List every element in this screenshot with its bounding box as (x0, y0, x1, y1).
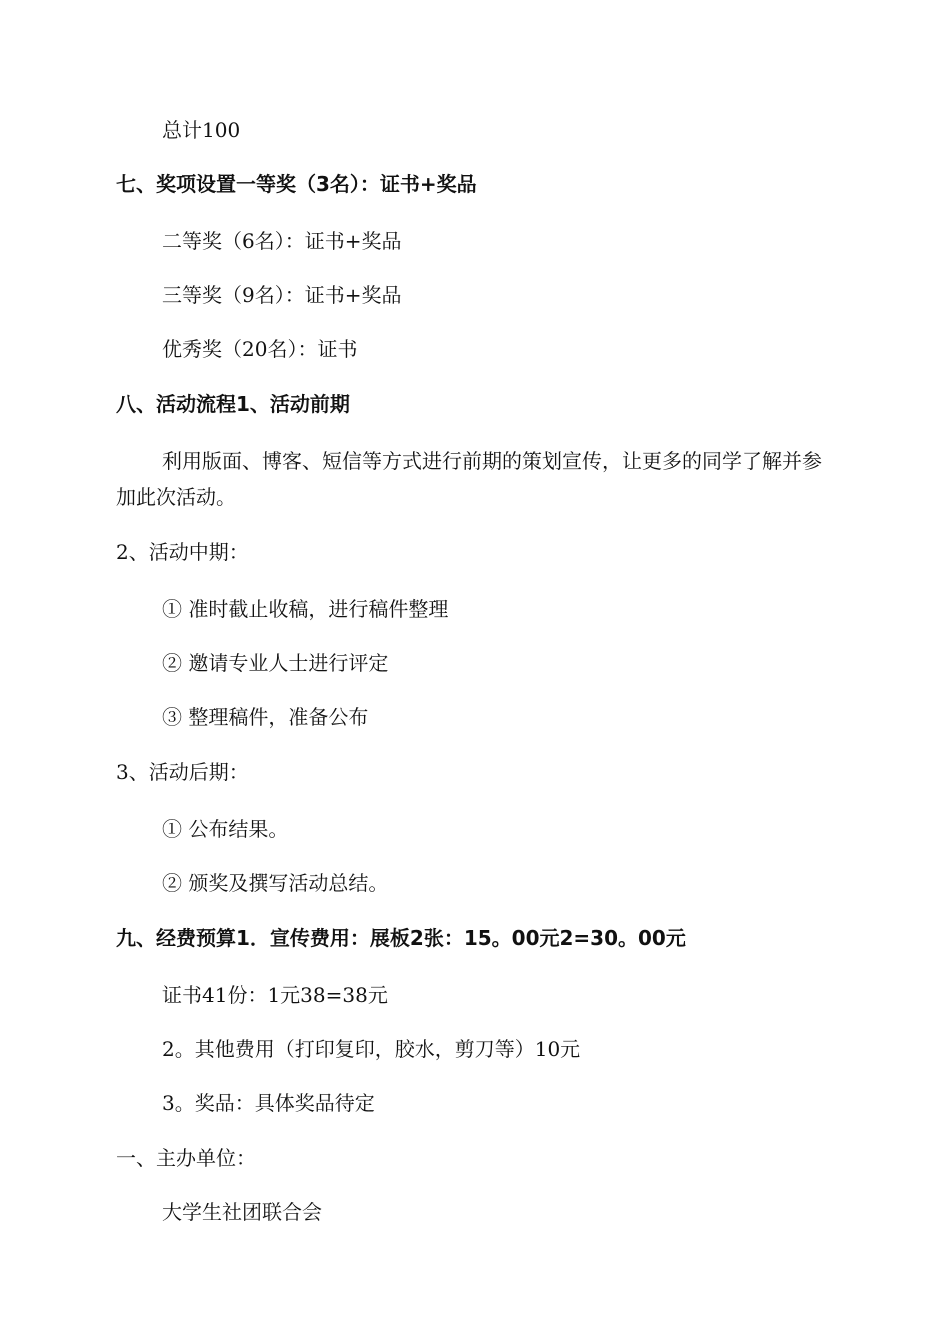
late-phase-item-1: ① 公布结果。 (162, 817, 289, 841)
prize-cost-line: 3。奖品：具体奖品待定 (162, 1091, 375, 1115)
other-cost-line: 2。其他费用（打印复印，胶水，剪刀等）10元 (162, 1037, 581, 1061)
mid-phase-item-1: ① 准时截止收稿，进行稿件整理 (162, 597, 449, 621)
section-7-heading: 七、奖项设置一等奖（3名）：证书+奖品 (116, 172, 477, 196)
early-phase-paragraph: 利用版面、博客、短信等方式进行前期的策划宣传，让更多的同学了解并参加此次活动。 (116, 449, 822, 509)
section-8-heading: 八、活动流程1、活动前期 (116, 392, 350, 416)
mid-phase-item-3: ③ 整理稿件，准备公布 (162, 705, 369, 729)
organizer-heading: 一、主办单位： (116, 1146, 256, 1170)
award-second-prize: 二等奖（6名）：证书+奖品 (162, 229, 402, 253)
late-phase-heading: 3、活动后期： (116, 760, 249, 784)
award-third-prize: 三等奖（9名）：证书+奖品 (162, 283, 402, 307)
mid-phase-item-2: ② 邀请专业人士进行评定 (162, 651, 389, 675)
total-line: 总计100 (162, 118, 241, 142)
certificate-cost-line: 证书41份：1元38=38元 (162, 983, 388, 1007)
organizer-name: 大学生社团联合会 (162, 1200, 322, 1224)
late-phase-item-2: ② 颁奖及撰写活动总结。 (162, 871, 389, 895)
mid-phase-heading: 2、活动中期： (116, 540, 249, 564)
section-9-heading: 九、经费预算1．宣传费用：展板2张：15。00元2=30。00元 (116, 926, 686, 950)
award-excellence-prize: 优秀奖（20名）：证书 (162, 337, 358, 361)
